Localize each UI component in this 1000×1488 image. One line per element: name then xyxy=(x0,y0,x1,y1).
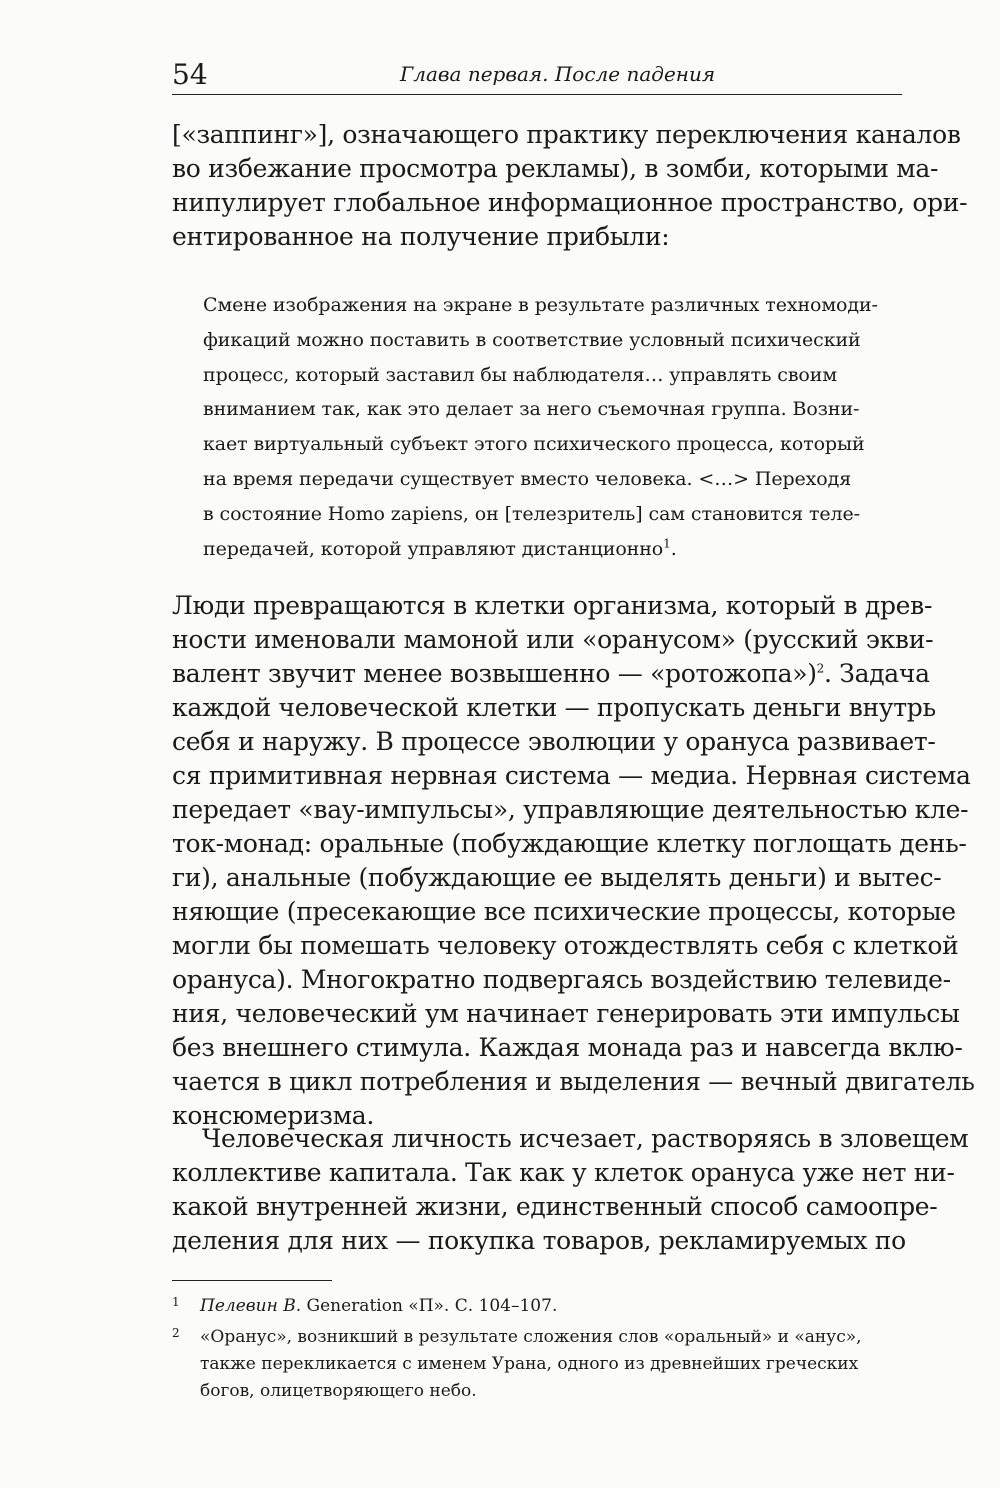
text-line: няющие (пресекающие все психические процессы, которые xyxy=(172,897,956,926)
text-line-end: . Задача xyxy=(824,659,930,688)
paragraph-continued xyxy=(172,118,968,254)
quote-line: фикаций можно поставить в соответствие условный психический xyxy=(203,328,861,351)
quote-line: процесс, который заставил бы наблюдателя… управлять своим xyxy=(203,363,838,386)
footnote-reference[interactable]: 2 xyxy=(816,661,825,676)
text-line: ся примитивная нервная система — медиа. Нервная система xyxy=(172,761,971,790)
running-header xyxy=(172,56,902,92)
text-line: передает «вау-импульсы», управляющие деятельностью кле- xyxy=(172,795,969,824)
footnote-text xyxy=(200,1293,908,1320)
text-line: могли бы помешать человеку отождествлять себя с клеткой xyxy=(172,931,959,960)
text-line: [«заппинг»], означающего практику переключения каналов xyxy=(172,120,961,149)
chapter-title: Глава первая. После падения xyxy=(400,62,716,86)
paragraph-oranus xyxy=(172,589,975,1133)
text-line: без внешнего стимула. Каждая монада раз и навсегда вклю- xyxy=(172,1033,963,1062)
text-line: какой внутренней жизни, единственный способ самоопре- xyxy=(172,1192,938,1221)
text-line xyxy=(172,657,930,691)
text-line: ток-монад: оральные (побуждающие клетку поглощать день- xyxy=(172,829,967,858)
quote-line: кает виртуальный субъект этого психического процесса, который xyxy=(203,433,865,456)
footnote-source: Generation «П». С. 104–107. xyxy=(301,1296,558,1316)
footnote-line: богов, олицетворяющего небо. xyxy=(200,1381,477,1401)
quote-line: вниманием так, как это делает за него съемочная группа. Возни- xyxy=(203,398,860,421)
footnote-1 xyxy=(172,1293,908,1320)
text-line: коллективе капитала. Так как у клеток орануса уже нет ни- xyxy=(172,1158,955,1187)
text-line: ния, человеческий ум начинает генерировать эти импульсы xyxy=(172,999,960,1028)
text-line: консюмеризма. xyxy=(172,1101,375,1130)
text-line: во избежание просмотра рекламы), в зомби, которыми ма- xyxy=(172,154,939,183)
page-number: 54 xyxy=(172,58,208,91)
footnote-line: также перекликается с именем Урана, одного из древнейших греческих xyxy=(200,1354,859,1374)
text-line-start: валент звучит менее возвышенно — «ротожопа») xyxy=(172,659,817,688)
footnote-reference[interactable]: 1 xyxy=(663,536,671,551)
text-line: деления для них — покупка товаров, рекламируемых по xyxy=(172,1226,906,1255)
text-line: ги), анальные (побуждающие ее выделять деньги) и вытес- xyxy=(172,863,942,892)
text-line: чается в цикл потребления и выделения — вечный двигатель xyxy=(172,1067,975,1096)
quote-line: на время передачи существует вместо человека. <…> Переходя xyxy=(203,467,852,490)
text-line: нипулирует глобальное информационное пространство, ори- xyxy=(172,188,968,217)
footnote-line: «Оранус», возникший в результате сложения слов «оральный» и «анус», xyxy=(200,1327,862,1347)
text-line: Человеческая личность исчезает, растворяясь в зловещем xyxy=(202,1124,969,1153)
text-line: себя и наружу. В процессе эволюции у орануса развивает- xyxy=(172,727,936,756)
footnote-author: Пелевин В. xyxy=(200,1296,302,1316)
quote-line-text: передачей, которой управляют дистанционно xyxy=(203,537,664,560)
text-line: ности именовали мамоной или «оранусом» (русский экви- xyxy=(172,625,934,654)
header-rule xyxy=(172,94,902,95)
quote-line: в состояние Homo zapiens, он [телезритель] сам становится теле- xyxy=(203,502,860,525)
quote-line: Смене изображения на экране в результате различных техномоди- xyxy=(203,294,878,316)
footnote-mark: 2 xyxy=(172,1326,180,1340)
footnote-separator xyxy=(172,1280,332,1281)
text-line: каждой человеческой клетки — пропускать деньги внутрь xyxy=(172,693,936,722)
footnote-2 xyxy=(172,1324,908,1405)
quote-line: передачей, которой управляют дистанционно$^1$. xyxy=(203,536,677,560)
footnotes xyxy=(172,1280,908,1405)
block-quote xyxy=(203,288,909,566)
text-line: орануса). Многократно подвергаясь воздействию телевиде- xyxy=(172,965,951,994)
text-line: ентированное на получение прибыли: xyxy=(172,222,670,251)
paragraph-personality xyxy=(172,1122,969,1258)
footnote-mark: 1 xyxy=(172,1295,180,1309)
text-line: Люди превращаются в клетки организма, который в древ- xyxy=(172,591,933,620)
